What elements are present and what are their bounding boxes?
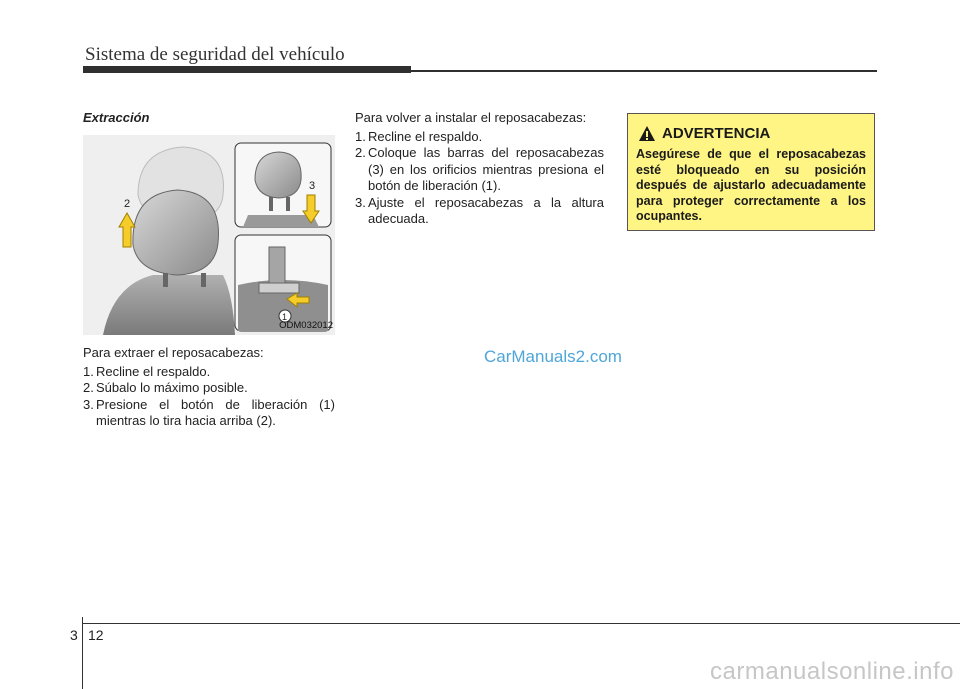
list-item <box>355 195 604 228</box>
reinstall-steps <box>355 129 604 228</box>
svg-text:1: 1 <box>282 312 288 322</box>
warning-title: ADVERTENCIA <box>662 124 771 142</box>
header-title: Sistema de seguridad del vehículo <box>85 44 345 65</box>
section-heading: Extracción <box>83 110 150 125</box>
step-text: Coloque las barras del reposacabezas (3) en los orificios mientras presiona el botón de liberación (1). <box>368 145 604 193</box>
svg-text:3: 3 <box>309 180 316 192</box>
list-item <box>83 364 335 381</box>
step-text: Súbalo lo máximo posible. <box>96 380 248 395</box>
header-rule-thick <box>83 66 411 73</box>
step-text: Ajuste el reposacabezas a la altura adecuada. <box>368 194 604 226</box>
list-item <box>355 145 604 195</box>
headrest-illustration-graphic <box>83 135 335 335</box>
warning-triangle-icon <box>638 125 656 142</box>
list-item <box>83 397 335 430</box>
figure-code: ODM032012 <box>279 319 333 331</box>
step-number: 1. <box>83 363 94 379</box>
warning-text: Asegúrese de que el reposacabezas esté bloqueado en su posición después de ajustarlo adecuadamente para proteger correctamente a los ocupantes. <box>636 147 866 223</box>
svg-text:2: 2 <box>124 198 131 210</box>
warning-header <box>638 121 770 145</box>
list-item <box>355 129 604 146</box>
step-number: 2. <box>83 380 94 395</box>
footer-watermark: carmanualsonline.info <box>710 658 954 685</box>
removal-intro: Para extraer el reposacabezas: <box>83 345 264 360</box>
warning-box <box>627 113 875 231</box>
page-number: 12 <box>88 627 104 643</box>
step-number: 2. <box>355 145 366 160</box>
reinstall-intro: Para volver a instalar el reposacabezas: <box>355 110 587 125</box>
footer-divider-horizontal <box>83 623 960 624</box>
footer-divider-vertical <box>82 617 83 689</box>
step-text: Presione el botón de liberación (1) mientras lo tira hacia arriba (2). <box>96 396 335 428</box>
step-text: Recline el respaldo. <box>96 363 211 379</box>
step-number: 3. <box>355 194 366 210</box>
headrest-illustration <box>83 135 335 335</box>
step-number: 3. <box>83 396 94 412</box>
chapter-number: 3 <box>70 627 78 643</box>
step-number: 1. <box>355 128 366 144</box>
step-text: Recline el respaldo. <box>368 128 483 144</box>
header-rule-thin <box>411 70 877 72</box>
list-item <box>83 380 335 397</box>
removal-steps <box>83 364 335 430</box>
middle-column <box>355 110 604 228</box>
watermark: CarManuals2.com <box>484 347 622 366</box>
left-column <box>83 110 335 430</box>
